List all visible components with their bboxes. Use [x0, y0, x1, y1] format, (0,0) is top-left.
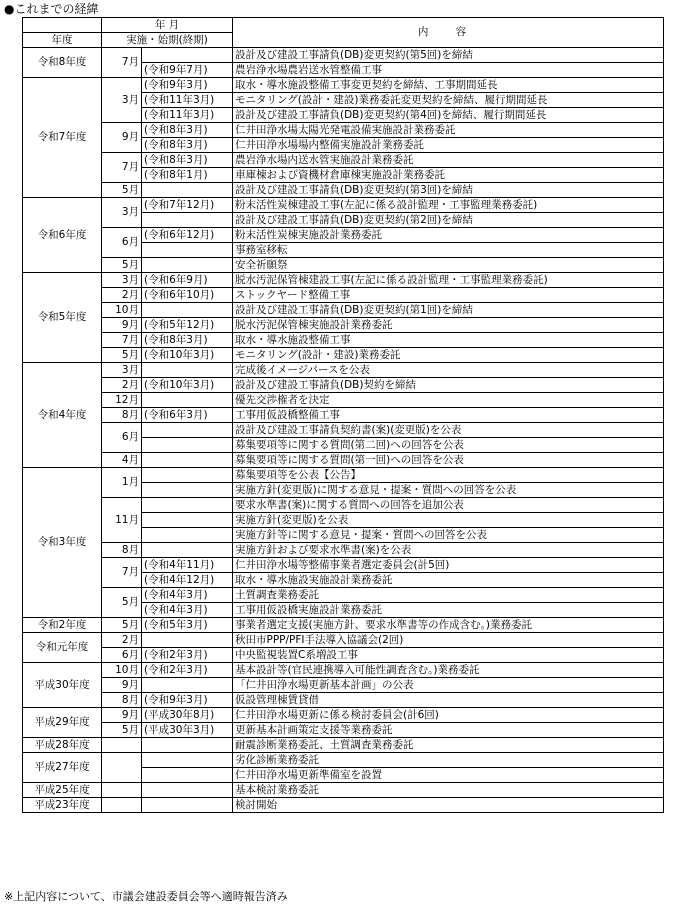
end-period-cell: (令和8年3月) [142, 333, 233, 348]
content-cell: 完成後イメージパースを公表 [233, 363, 664, 378]
content-cell: 中央監視装置C系増設工事 [233, 648, 664, 663]
end-period-cell: (令和5年12月) [142, 318, 233, 333]
table-row [23, 708, 664, 723]
end-period-cell: (令和9年3月) [142, 78, 233, 93]
table-row [23, 303, 664, 318]
month-cell: 2月 [102, 378, 142, 393]
content-cell: モニタリング(設計・建設)業務委託 [233, 348, 664, 363]
end-period-cell [142, 423, 233, 438]
month-cell: 7月 [102, 333, 142, 348]
table-row [23, 648, 664, 663]
end-period-cell: (令和8年3月) [142, 123, 233, 138]
content-cell: 事務室移転 [233, 243, 664, 258]
end-period-cell [142, 303, 233, 318]
content-cell: 優先交渉権者を決定 [233, 393, 664, 408]
month-cell: 2月 [102, 633, 142, 648]
end-period-cell [142, 213, 233, 228]
content-cell: 設計及び建設工事請負(DB)変更契約(第5回)を締結 [233, 48, 664, 63]
month-cell: 7月 [102, 558, 142, 588]
end-period-cell: (令和10年3月) [142, 348, 233, 363]
fiscal-year-cell: 令和元年度 [23, 633, 102, 663]
end-period-cell: (令和6年12月) [142, 228, 233, 243]
month-cell: 9月 [102, 123, 142, 153]
content-cell: モニタリング(設計・建設)業務委託変更契約を締結、履行期間延長 [233, 93, 664, 108]
content-cell: 農岩浄水場内送水管実施設計業務委託 [233, 153, 664, 168]
period-header: 実施・始期(終期) [102, 33, 233, 48]
table-row [23, 723, 664, 738]
end-period-cell [142, 633, 233, 648]
end-period-cell [142, 363, 233, 378]
content-cell: 仁井田浄水場更新準備室を設置 [233, 768, 664, 783]
end-period-cell [142, 183, 233, 198]
month-cell: 10月 [102, 303, 142, 318]
month-cell: 7月 [102, 153, 142, 183]
end-period-cell: (令和8年1月) [142, 168, 233, 183]
content-cell: 実施方針および要求水準書(案)を公表 [233, 543, 664, 558]
month-cell: 6月 [102, 423, 142, 453]
table-row [23, 183, 664, 198]
end-period-cell [142, 393, 233, 408]
end-period-cell: (令和11年3月) [142, 93, 233, 108]
table-row [23, 123, 664, 138]
month-cell: 6月 [102, 228, 142, 258]
content-cell: 設計及び建設工事請負契約書(案)(変更版)を公表 [233, 423, 664, 438]
table-row [23, 378, 664, 393]
month-cell: 3月 [102, 198, 142, 228]
end-period-cell [142, 798, 233, 813]
month-cell: 5月 [102, 618, 142, 633]
fiscal-year-cell: 令和6年度 [23, 198, 102, 273]
content-cell: 農岩浄水場農岩送水管整備工事 [233, 63, 664, 78]
fiscal-year-cell: 平成30年度 [23, 663, 102, 708]
end-period-cell: (令和6年3月) [142, 408, 233, 423]
month-cell: 5月 [102, 258, 142, 273]
month-cell: 7月 [102, 48, 142, 78]
content-cell: 実施方針(変更版)を公表 [233, 513, 664, 528]
end-period-cell [142, 678, 233, 693]
end-period-cell [142, 258, 233, 273]
month-cell: 2月 [102, 288, 142, 303]
content-cell: 事業者選定支援(実施方針、要求水準書等の作成含む。)業務委託 [233, 618, 664, 633]
month-cell: 4月 [102, 453, 142, 468]
end-period-cell [142, 453, 233, 468]
month-group-header: 年 月 [102, 18, 233, 33]
year-header-blank [23, 18, 102, 33]
end-period-cell: (令和5年3月) [142, 618, 233, 633]
end-period-cell: (令和10年3月) [142, 378, 233, 393]
content-cell: 車庫棟および資機材倉庫棟実施設計業務委託 [233, 168, 664, 183]
end-period-cell: (令和8年3月) [142, 138, 233, 153]
content-cell: 募集要項等に関する質問(第一回)への回答を公表 [233, 453, 664, 468]
content-cell: 基本検討業務委託 [233, 783, 664, 798]
month-cell: 3月 [102, 78, 142, 123]
end-period-cell [142, 483, 233, 498]
table-row [23, 453, 664, 468]
end-period-cell: (平成30年3月) [142, 723, 233, 738]
content-cell: 設計及び建設工事請負(DB)変更契約(第3回)を締結 [233, 183, 664, 198]
month-cell: 11月 [102, 498, 142, 543]
fiscal-year-cell: 平成27年度 [23, 753, 102, 783]
content-cell: 「仁井田浄水場更新基本計画」の公表 [233, 678, 664, 693]
content-cell: 設計及び建設工事請負(DB)変更契約(第2回)を締結 [233, 213, 664, 228]
content-cell: 工事用仮設橋整備工事 [233, 408, 664, 423]
table-row [23, 228, 664, 243]
content-cell: 基本設計等(官民連携導入可能性調査含む。)業務委託 [233, 663, 664, 678]
table-row [23, 663, 664, 678]
table-row [23, 363, 664, 378]
content-cell: 設計及び建設工事請負(DB)変更契約(第1回)を締結 [233, 303, 664, 318]
end-period-cell: (平成30年8月) [142, 708, 233, 723]
end-period-cell [142, 543, 233, 558]
table-row [23, 423, 664, 438]
table-row [23, 408, 664, 423]
end-period-cell: (令和4年3月) [142, 603, 233, 618]
table-row [23, 78, 664, 93]
month-cell [102, 783, 142, 798]
table-row [23, 468, 664, 483]
month-cell: 1月 [102, 468, 142, 498]
content-cell: 募集要項等に関する質問(第二回)への回答を公表 [233, 438, 664, 453]
content-cell: 設計及び建設工事請負(DB)変更契約(第4回)を締結、履行期間延長 [233, 108, 664, 123]
end-period-cell [142, 498, 233, 513]
month-cell: 8月 [102, 693, 142, 708]
end-period-cell [142, 438, 233, 453]
content-cell: 耐震診断業務委託、土質調査業務委託 [233, 738, 664, 753]
end-period-cell: (令和11年3月) [142, 108, 233, 123]
table-row [23, 273, 664, 288]
fiscal-year-cell: 令和5年度 [23, 273, 102, 363]
page-title: ●これまでの経緯 [4, 2, 99, 16]
table-row [23, 318, 664, 333]
month-cell: 5月 [102, 588, 142, 618]
month-cell: 3月 [102, 273, 142, 288]
content-cell: 取水・導水施設整備工事 [233, 333, 664, 348]
end-period-cell: (令和4年12月) [142, 573, 233, 588]
table-row [23, 753, 664, 768]
end-period-cell [142, 513, 233, 528]
content-cell: 設計及び建設工事請負(DB)契約を締結 [233, 378, 664, 393]
end-period-cell [142, 768, 233, 783]
month-cell [102, 738, 142, 753]
content-cell: 更新基本計画策定支援等業務委託 [233, 723, 664, 738]
content-cell: 仁井田浄水場等整備事業者選定委員会(計5回) [233, 558, 664, 573]
month-cell: 8月 [102, 408, 142, 423]
month-cell [102, 798, 142, 813]
content-cell: ストックヤード整備工事 [233, 288, 664, 303]
end-period-cell: (令和4年3月) [142, 588, 233, 603]
end-period-cell [142, 243, 233, 258]
end-period-cell [142, 528, 233, 543]
content-cell: 安全祈願祭 [233, 258, 664, 273]
table-row [23, 498, 664, 513]
end-period-cell [142, 783, 233, 798]
table-row [23, 348, 664, 363]
month-cell: 5月 [102, 348, 142, 363]
content-cell: 土質調査業務委託 [233, 588, 664, 603]
content-cell: 仁井田浄水場場内整備実施設計業務委託 [233, 138, 664, 153]
content-cell: 秋田市PPP/PFI手法導入協議会(2回) [233, 633, 664, 648]
fiscal-year-cell: 平成29年度 [23, 708, 102, 738]
history-table [22, 17, 664, 813]
month-cell: 10月 [102, 663, 142, 678]
content-cell: 取水・導水施設実施設計業務委託 [233, 573, 664, 588]
end-period-cell: (令和2年3月) [142, 648, 233, 663]
end-period-cell: (令和8年3月) [142, 153, 233, 168]
content-cell: 取水・導水施設整備工事変更契約を締結、工事期間延長 [233, 78, 664, 93]
content-cell: 仁井田浄水場更新に係る検討委員会(計6回) [233, 708, 664, 723]
fiscal-year-cell: 令和8年度 [23, 48, 102, 78]
table-row [23, 258, 664, 273]
end-period-cell: (令和7年12月) [142, 198, 233, 213]
content-cell: 仁井田浄水場太陽光発電設備実施設計業務委託 [233, 123, 664, 138]
table-row [23, 153, 664, 168]
end-period-cell [142, 753, 233, 768]
content-cell: 募集要項等を公表【公告】 [233, 468, 664, 483]
fiscal-year-cell: 令和3年度 [23, 468, 102, 618]
content-header: 内 容 [233, 18, 664, 48]
table-row [23, 558, 664, 573]
table-row [23, 678, 664, 693]
month-cell: 3月 [102, 363, 142, 378]
table-row [23, 198, 664, 213]
table-row [23, 693, 664, 708]
content-cell: 工事用仮設橋実施設計業務委託 [233, 603, 664, 618]
month-cell: 9月 [102, 318, 142, 333]
table-row [23, 333, 664, 348]
month-cell: 6月 [102, 648, 142, 663]
content-cell: 実施方針等に関する意見・提案・質問への回答を公表 [233, 528, 664, 543]
end-period-cell: (令和4年11月) [142, 558, 233, 573]
content-cell: 粉末活性炭棟実施設計業務委託 [233, 228, 664, 243]
end-period-cell: (令和2年3月) [142, 663, 233, 678]
fiscal-year-cell: 平成25年度 [23, 783, 102, 798]
content-cell: 仮設管理棟賃貸借 [233, 693, 664, 708]
footer-note: ※上記内容について、市議会建設委員会等へ適時報告済み [4, 890, 288, 903]
month-cell: 12月 [102, 393, 142, 408]
table-row [23, 738, 664, 753]
end-period-cell: (令和6年10月) [142, 288, 233, 303]
table-row [23, 588, 664, 603]
month-cell: 8月 [102, 543, 142, 558]
fiscal-year-cell: 平成28年度 [23, 738, 102, 753]
month-cell [102, 753, 142, 783]
month-cell: 5月 [102, 183, 142, 198]
end-period-cell [142, 48, 233, 63]
table-row [23, 543, 664, 558]
history-body [23, 48, 664, 813]
fiscal-year-cell: 令和7年度 [23, 78, 102, 198]
table-row [23, 798, 664, 813]
table-row [23, 783, 664, 798]
table-row [23, 633, 664, 648]
table-row [23, 288, 664, 303]
content-cell: 劣化診断業務委託 [233, 753, 664, 768]
content-cell: 脱水汚泥保管棟実施設計業務委託 [233, 318, 664, 333]
fiscal-year-cell: 平成23年度 [23, 798, 102, 813]
end-period-cell: (令和9年7月) [142, 63, 233, 78]
content-cell: 脱水汚泥保管棟建設工事(左記に係る設計監理・工事監理業務委託) [233, 273, 664, 288]
content-cell: 検討開始 [233, 798, 664, 813]
end-period-cell [142, 738, 233, 753]
table-row [23, 618, 664, 633]
month-cell: 9月 [102, 708, 142, 723]
content-cell: 粉末活性炭棟建設工事(左記に係る設計監理・工事監理業務委託) [233, 198, 664, 213]
content-cell: 要求水準書(案)に関する質問への回答を追加公表 [233, 498, 664, 513]
fiscal-year-cell: 令和2年度 [23, 618, 102, 633]
year-header: 年度 [23, 33, 102, 48]
fiscal-year-cell: 令和4年度 [23, 363, 102, 468]
end-period-cell: (令和9年3月) [142, 693, 233, 708]
month-cell: 9月 [102, 678, 142, 693]
content-cell: 実施方針(変更版)に関する意見・提案・質問への回答を公表 [233, 483, 664, 498]
month-cell: 5月 [102, 723, 142, 738]
table-row [23, 48, 664, 63]
end-period-cell [142, 468, 233, 483]
end-period-cell: (令和6年9月) [142, 273, 233, 288]
table-row [23, 393, 664, 408]
